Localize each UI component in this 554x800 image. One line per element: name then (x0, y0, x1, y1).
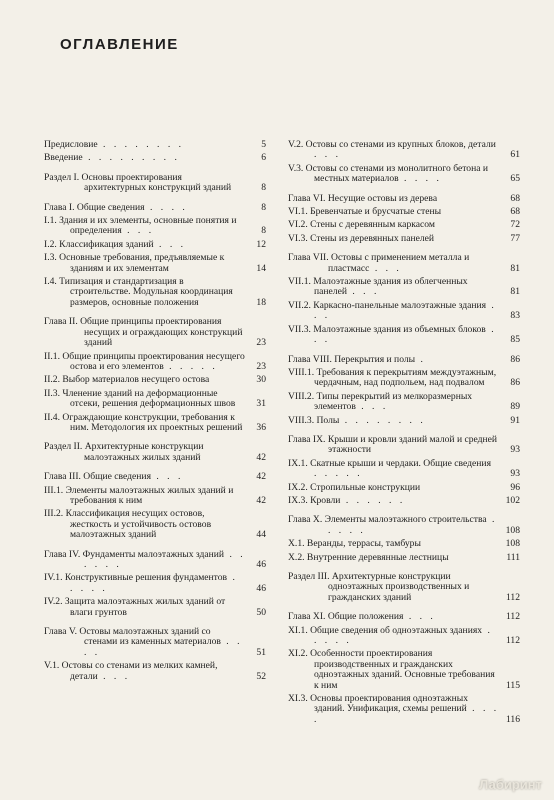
toc-entry-title: Глава IV. Фундаменты малоэтажных зданий (44, 548, 225, 560)
toc-page-number: 44 (256, 529, 266, 541)
toc-entry-title: Введение (44, 152, 83, 164)
toc-entry (44, 375, 266, 385)
toc-entry (44, 317, 266, 348)
toc-entry (288, 496, 520, 506)
toc-page-number: 68 (510, 206, 520, 218)
toc-leader-dots: . . . . (144, 201, 188, 213)
toc-entry (288, 368, 520, 389)
toc-page-number: 8 (261, 182, 266, 194)
page-title: ОГЛАВЛЕНИЕ (60, 36, 179, 53)
toc-leader-dots: . . . . . . . . (97, 139, 185, 150)
toc-entry-title: VI.3. Стены из деревянных панелей (288, 232, 435, 244)
toc-leader-dots: . . . (153, 238, 187, 250)
toc-entry-title: Раздел I. Основы проектирования архитектурных конструкций зданий (44, 171, 232, 194)
toc-page-number: 93 (510, 444, 520, 456)
toc-entry (288, 325, 520, 346)
toc-entry (44, 573, 266, 594)
toc-entry (288, 140, 520, 161)
toc-entry (44, 627, 266, 658)
toc-page-number: 23 (256, 337, 266, 349)
toc-entry (288, 416, 520, 426)
toc-entry-title: II.1. Общие принципы проектирования несущего остова и его элементов (44, 350, 245, 372)
toc-leader-dots: . . . . . . (340, 494, 406, 506)
toc-page-number: 81 (510, 286, 520, 298)
toc-page-number: 77 (510, 232, 520, 244)
toc-page-number: 42 (256, 494, 266, 506)
toc-leader-dots: . . . (121, 225, 155, 237)
toc-entry-title: Глава IX. Крыши и кровли зданий малой и средней этажности (288, 433, 498, 456)
toc-entry-title: Раздел II. Архитектурные конструкции малоэтажных жилых зданий (44, 441, 204, 463)
toc-entry-title: I.3. Основные требования, предъявляемые к зданиям и их элементам (44, 252, 225, 274)
toc-page-number: 42 (256, 471, 266, 483)
toc-entry-title: I.2. Классификация зданий (44, 238, 154, 250)
toc-entry (288, 253, 520, 274)
toc-leader-dots: . . . . (84, 636, 243, 658)
toc-entry-title: XI.1. Общие сведения об одноэтажных зданиях (288, 624, 483, 636)
toc-page-number: 108 (505, 524, 520, 536)
toc-column-right (288, 140, 520, 728)
toc-leader-dots: . (415, 353, 426, 365)
toc-page-number: 111 (506, 551, 520, 563)
toc-entry-title: V.3. Остовы со стенами из монолитного бетона и местных материалов (288, 162, 488, 185)
toc-entry (288, 483, 520, 493)
toc-entry-title: V.2. Остовы со стенами из крупных блоков, детали (288, 139, 496, 150)
toc-entry-title: VIII.2. Типы перекрытий из мелкоразмерных элементов (288, 390, 473, 413)
toc-entry (288, 355, 520, 365)
toc-entry-title: Глава I. Общие сведения (44, 201, 145, 213)
toc-entry (288, 220, 520, 230)
toc-leader-dots: . . . (369, 262, 402, 274)
toc-leader-dots: . . . . . . . . (339, 414, 426, 426)
toc-entry (44, 203, 266, 213)
toc-page-number: 102 (505, 494, 520, 506)
toc-leader-dots: . . . (346, 286, 380, 298)
toc-page-number: 112 (505, 611, 520, 623)
toc-page-number: 91 (510, 414, 520, 426)
toc-page-number: 112 (505, 635, 520, 647)
toc-entry (44, 442, 266, 463)
toc-entry (44, 140, 266, 150)
toc-page-number: 86 (510, 353, 520, 365)
toc-page-number: 23 (256, 360, 266, 372)
toc-entry (288, 392, 520, 413)
toc-entry (288, 612, 520, 622)
toc-page-number: 86 (510, 377, 520, 389)
toc-leader-dots: . . . (403, 611, 436, 623)
toc-page-number: 51 (256, 646, 266, 658)
toc-entry (288, 539, 520, 549)
toc-entry-title: VII.2. Каркасно-панельные малоэтажные здания (288, 299, 487, 311)
toc-entry-title: Глава VI. Несущие остовы из дерева (288, 192, 438, 204)
toc-entry-title: X.1. Веранды, террасы, тамбуры (288, 538, 421, 550)
toc-entry (288, 515, 520, 536)
toc-entry (44, 413, 266, 434)
toc-entry-title: VI.1. Бревенчатые и брусчатые стены (288, 206, 442, 218)
toc-entry (44, 389, 266, 410)
toc-page-number: 83 (510, 310, 520, 322)
toc-page-number: 46 (256, 559, 266, 570)
toc-page-number: 116 (505, 713, 520, 725)
toc-leader-dots: . . . . (314, 703, 500, 725)
toc-entry-title: VIII.1. Требования к перекрытиям междуэтажным, чердачным, над подпольем, над подвалом (288, 366, 497, 389)
toc-entry-title: XI.2. Особенности проектирования производственных и гражданских одноэтажных зданий. Основные требования к ним (288, 648, 495, 691)
toc-entry (44, 550, 266, 571)
toc-entry (288, 435, 520, 456)
toc-leader-dots: . . . . . (314, 624, 493, 647)
toc-entry (44, 253, 266, 274)
toc-page-number: 52 (256, 670, 266, 682)
toc-entry-title: IX.2. Стропильные конструкции (288, 481, 421, 493)
toc-entry-title: IV.2. Защита малоэтажных жилых зданий от влаги грунтов (44, 596, 226, 618)
toc-page-number: 85 (510, 334, 520, 346)
toc-entry-title: Раздел III. Архитектурные конструкции одноэтажных производственных и гражданских зданий (288, 571, 470, 603)
toc-entry-title: V.1. Остовы со стенами из мелких камней, детали (44, 660, 218, 682)
toc-entry-title: III.2. Классификация несущих остовов, жесткость и устойчивость остовов малоэтажных зданий (44, 508, 212, 541)
toc-entry (44, 509, 266, 540)
toc-page-number: 65 (510, 173, 520, 185)
toc-page-number: 14 (256, 262, 266, 274)
toc-leader-dots: . . . . . . (84, 548, 246, 570)
toc-entry (44, 661, 266, 682)
toc-entry-title: II.3. Членение зданий на деформационные отсеки, решения деформационных швов (44, 387, 236, 410)
toc-entry-title: Глава VII. Остовы с применением металла и пластмасс (288, 252, 470, 274)
toc-page-number: 31 (256, 398, 266, 410)
toc-entry-title: III.1. Элементы малоэтажных жилых зданий и требования к ним (44, 484, 234, 506)
toc-page-number: 30 (256, 374, 266, 386)
toc-entry (44, 472, 266, 482)
toc-page-number: 6 (261, 152, 266, 164)
toc-entry-title: I.4. Типизация и стандартизация в строительстве. Модульная координация размеров, основные положения (44, 276, 233, 308)
toc-leader-dots: . . . . . . . . . (82, 152, 180, 164)
toc-page-number: 8 (261, 201, 266, 213)
toc-entry (288, 459, 520, 480)
toc-entry-title: IX.1. Скатные крыши и чердаки. Общие сведения (288, 457, 491, 469)
toc-entry-title: II.4. Ограждающие конструкции, требования к ним. Методология их проектных решений (44, 411, 243, 433)
toc-entry (288, 207, 520, 217)
toc-page-number: 93 (510, 468, 520, 480)
toc-entry (288, 277, 520, 298)
toc-leader-dots: . . . (97, 670, 131, 682)
toc-entry-title: X.2. Внутренние деревянные лестницы (288, 551, 449, 563)
toc-entry-title: VI.2. Стены с деревянным каркасом (288, 219, 435, 231)
toc-entry (44, 216, 266, 237)
toc-entry-title: VII.1. Малоэтажные здания из облегченных панелей (288, 276, 468, 298)
toc-entry (288, 626, 520, 647)
toc-page-number: 115 (505, 679, 520, 691)
toc-leader-dots: . . . (314, 299, 497, 322)
toc-entry (44, 597, 266, 618)
toc-entry-title: VII.3. Малоэтажные здания из объемных блоков (288, 323, 486, 335)
toc-entry (288, 572, 520, 603)
toc-entry (288, 301, 520, 322)
toc-entry (44, 277, 266, 308)
watermark-logo: Лабиринт (479, 777, 542, 792)
toc-entry (288, 194, 520, 204)
toc-column-left (44, 140, 266, 685)
toc-entry-title: Глава VIII. Перекрытия и полы (288, 353, 416, 365)
toc-leader-dots: . . . . (398, 173, 442, 185)
toc-page-number: 50 (256, 606, 266, 618)
toc-page-number: 72 (510, 219, 520, 231)
toc-leader-dots: . . . . . (314, 468, 363, 480)
toc-entry-title: II.2. Выбор материалов несущего остова (44, 374, 210, 386)
toc-entry-title: IX.3. Кровли (288, 494, 341, 506)
toc-entry (44, 486, 266, 507)
toc-entry (288, 694, 520, 725)
toc-page-number: 61 (510, 149, 520, 161)
toc-page-number: 68 (510, 192, 520, 204)
toc-page-number: 42 (256, 451, 266, 463)
toc-leader-dots: . . . . . (163, 360, 218, 372)
toc-page-number: 112 (505, 591, 520, 603)
toc-entry (44, 352, 266, 373)
toc-entry-title: Глава X. Элементы малоэтажного строительства (288, 514, 487, 526)
toc-page-number: 46 (256, 582, 266, 594)
toc-leader-dots: . . . (314, 323, 497, 346)
toc-leader-dots: . . . (314, 149, 341, 161)
toc-leader-dots: . . . . . (328, 514, 498, 536)
toc-page-number: 12 (256, 238, 266, 250)
toc-page-number: 18 (256, 296, 266, 308)
toc-entry (44, 240, 266, 250)
toc-entry (44, 173, 266, 194)
toc-entry (288, 164, 520, 185)
toc-page-number: 81 (510, 262, 520, 274)
toc-entry-title: IV.1. Конструктивные решения фундаментов (44, 572, 228, 584)
toc-entry-title: Предисловие (44, 139, 98, 150)
toc-entry-title: Глава V. Остовы малоэтажных зданий со стенами из каменных материалов (44, 626, 221, 648)
toc-page-number: 89 (510, 401, 520, 413)
toc-leader-dots: . . . (355, 401, 389, 413)
toc-page-number: 108 (505, 538, 520, 550)
toc-entry-title: VIII.3. Полы (288, 414, 340, 426)
toc-entry (288, 234, 520, 244)
toc-leader-dots: . . . . . (70, 572, 238, 594)
toc-page-number: 96 (510, 481, 520, 493)
toc-entry-title: I.1. Здания и их элементы, основные понятия и определения (44, 215, 237, 237)
toc-entry-title: Глава II. Общие принципы проектирования несущих и ограждающих конструкций зданий (44, 316, 243, 349)
toc-entry (288, 553, 520, 563)
toc-entry-title: XI.3. Основы проектирования одноэтажных зданий. Унификация, схемы решений (288, 693, 469, 715)
toc-leader-dots: . . . (150, 471, 184, 483)
toc-entry (288, 649, 520, 691)
toc-page-number: 36 (256, 421, 266, 433)
toc-entry-title: Глава III. Общие сведения (44, 471, 151, 483)
toc-entry-title: Глава XI. Общие положения (288, 611, 404, 623)
toc-page-number: 5 (261, 139, 266, 150)
toc-page-number: 8 (261, 225, 266, 237)
toc-entry (44, 153, 266, 163)
